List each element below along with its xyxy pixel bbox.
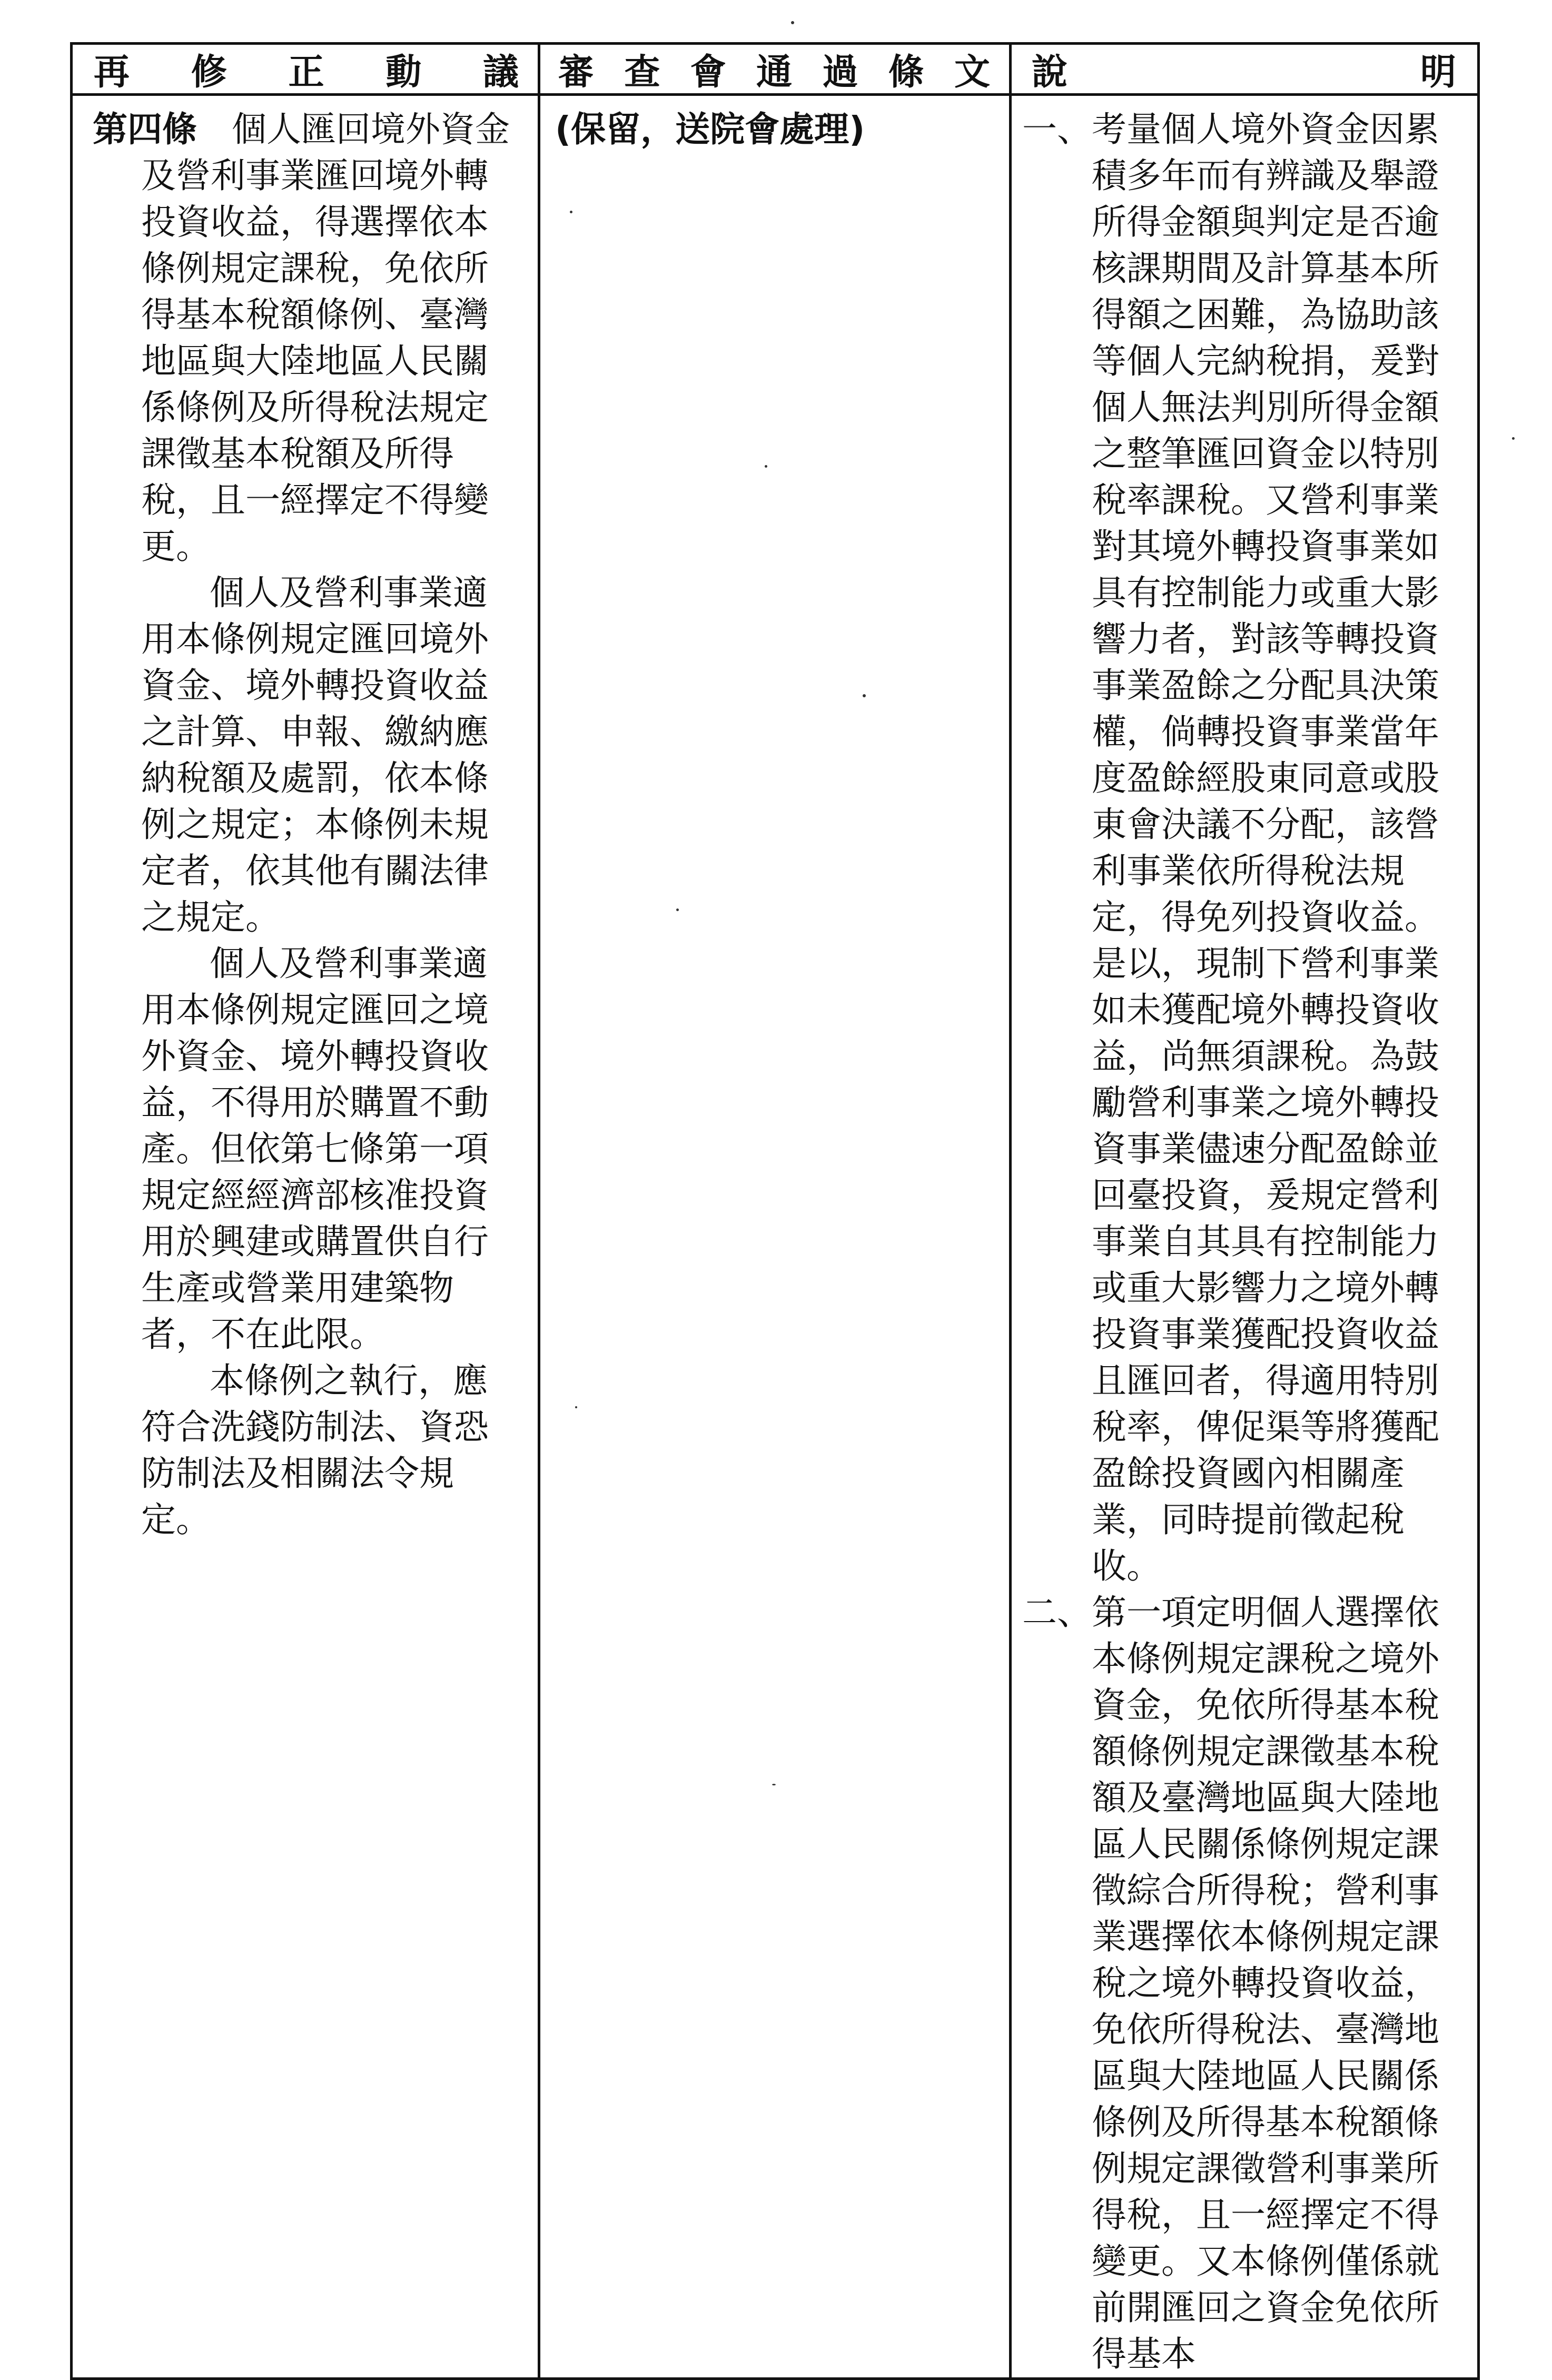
header-char: 正 <box>288 51 324 93</box>
header-char: 修 <box>191 51 227 93</box>
header-char: 再 <box>94 51 130 93</box>
scan-speck <box>575 1406 577 1408</box>
scan-speck <box>791 21 794 24</box>
header-char: 通 <box>756 51 792 93</box>
header-char: 過 <box>822 51 858 93</box>
header-char: 動 <box>385 51 422 93</box>
explanation-cell <box>1011 95 1479 2379</box>
scan-speck <box>765 465 767 468</box>
scan-speck <box>570 211 572 213</box>
article-paragraph-4: 本條例之執行，應符合洗錢防制法、資恐防制法及相關法令規定。 <box>141 1360 489 1540</box>
article-paragraph-2: 個人及營利事業適用本條例規定匯回境外資金、境外轉投資收益之計算、申報、繳納應納稅額及處罰，依本條例之規定；本條例未規定者，依其他有關法律之規定。 <box>141 572 489 937</box>
header-char: 文 <box>954 51 990 93</box>
header-char: 條 <box>888 51 924 93</box>
header-char: 議 <box>482 51 519 93</box>
scan-speck <box>863 694 866 697</box>
header-explanation <box>1011 44 1479 95</box>
explanation-item-1 <box>1022 106 1462 1589</box>
paragraph-text: 個人匯回境外資金及營利事業匯回境外轉投資收益，得選擇依本條例規定課稅，免依所得基本稅額條例、臺灣地區與大陸地區人民關係條例及所得稅法規定課徵基本稅額及所得稅，且一經擇定不得變更。 <box>141 109 510 567</box>
header-char: 審 <box>558 51 595 93</box>
header-char: 會 <box>690 51 726 93</box>
scan-speck <box>676 908 679 911</box>
header-char: 說 <box>1032 51 1068 93</box>
table-header-row <box>72 44 1479 95</box>
explanation-item-2 <box>1022 1589 1462 2377</box>
revision-motion-cell <box>72 95 539 2379</box>
item-text: 考量個人境外資金因累積多年而有辨識及舉證所得金額與判定是否逾核課期間及計算基本所得額之困難，為協助該等個人完納稅捐，爰對個人無法判別所得金額之整筆匯回資金以特別稅率課稅。又營利事業對其境外轉投資事業如具有控制能力或重大影響力者，對該等轉投資事業盈餘之分配具決策權，倘轉投資事業當年度盈餘經股東同意或股東會決議不分配，該營利事業依所得稅法規定，得免列投資收益。是以，現制下營利事業如未獲配境外轉投資收益，尚無須課稅。為鼓勵營利事業之境外轉投資事業儘速分配盈餘並回臺投資，爰規定營利事業自其具有控制能力或重大影響力之境外轉投資事業獲配投資收益且匯回者，得適用特別稅率，俾促渠等將獲配盈餘投資國內相關產業，同時提前徵起稅收。 <box>1092 109 1439 1586</box>
table-body-row <box>72 95 1479 2379</box>
scan-speck <box>1512 437 1515 440</box>
header-review-passed-text <box>539 44 1011 95</box>
article-label: 第四條 <box>93 109 197 150</box>
comparison-table <box>70 42 1480 2380</box>
header-char: 明 <box>1420 51 1456 93</box>
article-paragraph-1 <box>93 106 522 570</box>
item-text: 第一項定明個人選擇依本條例規定課稅之境外資金，免依所得基本稅額條例規定課徵基本稅額及臺灣地區與大陸地區人民關係條例規定課徵綜合所得稅；營利事業選擇依本條例規定課稅之境外轉投資收益，免依所得稅法、臺灣地區與大陸地區人民關係條例及所得基本稅額條例規定課徵營利事業所得稅，且一經擇定不得變更。又本條例僅係就前開匯回之資金免依所得基本 <box>1092 1592 1439 2374</box>
scan-speck <box>772 1784 776 1785</box>
item-number: 一、 <box>1022 109 1092 150</box>
article-paragraph-3: 個人及營利事業適用本條例規定匯回之境外資金、境外轉投資收益，不得用於購置不動產。但依第七條第一項規定經經濟部核准投資用於興建或購置供自行生產或營業用建築物者，不在此限。 <box>141 943 489 1355</box>
item-number: 二、 <box>1022 1592 1092 1633</box>
review-passed-cell <box>539 95 1011 2379</box>
reserved-note: (保留，送院會處理) <box>555 109 865 150</box>
header-revision-motion <box>72 44 539 95</box>
header-char: 查 <box>624 51 660 93</box>
